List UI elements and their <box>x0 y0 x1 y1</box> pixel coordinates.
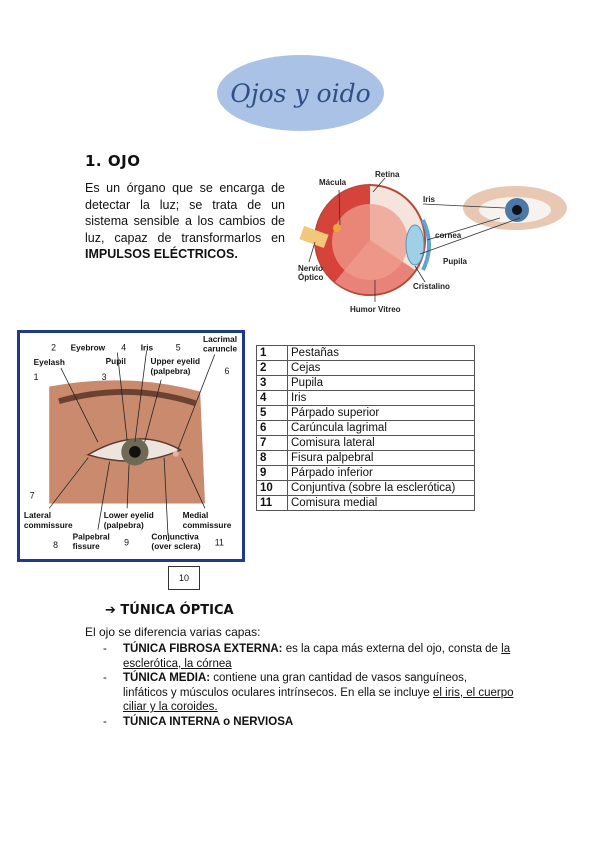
label-conj1: Conjunctiva <box>151 532 199 542</box>
term-number: 1 <box>257 346 288 361</box>
num-6: 6 <box>224 365 230 376</box>
table-row <box>257 451 475 466</box>
term-number: 4 <box>257 391 288 406</box>
label-lower1: Lower eyelid <box>103 511 154 521</box>
page-title: Ojos y oido <box>230 78 371 108</box>
terms-table <box>256 345 475 511</box>
label-cristalino: Cristalino <box>413 282 450 291</box>
term-label: Cejas <box>288 361 475 376</box>
table-row <box>257 406 475 421</box>
tunica-lead: El ojo se diferencia varias capas: <box>85 625 261 639</box>
table-row <box>257 346 475 361</box>
label-lower2: (palpebra) <box>103 520 144 530</box>
num-9: 9 <box>124 537 130 548</box>
term-label: Pestañas <box>288 346 475 361</box>
num-2: 2 <box>51 342 57 353</box>
table-row <box>257 436 475 451</box>
tunica-heading: ➔ TÚNICA ÓPTICA <box>105 603 234 618</box>
term-label: Párpado inferior <box>288 466 475 481</box>
label-caruncle: caruncle <box>203 344 238 354</box>
label-medial2: commissure <box>182 520 232 530</box>
intro-bold: IMPULSOS ELÉCTRICOS. <box>85 247 238 261</box>
table-row <box>257 391 475 406</box>
num-4: 4 <box>121 342 127 353</box>
num-8: 8 <box>53 540 58 551</box>
label-humor-vitreo: Humor Vitreo <box>350 305 401 314</box>
label-conj2: (over sclera) <box>151 542 201 552</box>
label-pupila: Pupila <box>443 257 468 266</box>
term-label: Párpado superior <box>288 406 475 421</box>
eye-photo-diagram <box>17 330 245 562</box>
table-row <box>257 361 475 376</box>
term-label: Comisura lateral <box>288 436 475 451</box>
num-5: 5 <box>175 342 181 353</box>
label-medial1: Medial <box>182 511 209 521</box>
label-upper2: (palpebra) <box>150 366 191 376</box>
label-cornea: cornea <box>435 231 462 240</box>
label-pupil: Pupil <box>105 357 126 367</box>
label-eyebrow: Eyebrow <box>70 343 106 353</box>
label-iris-en: Iris <box>140 343 154 353</box>
photo-pupil <box>512 205 522 215</box>
caruncle-shape <box>173 451 179 457</box>
label-retina: Retina <box>375 170 400 179</box>
section-heading-ojo: 1. OJO <box>85 152 141 170</box>
term-label: Conjuntiva (sobre la esclerótica) <box>288 481 475 496</box>
label-iris: Iris <box>423 195 436 204</box>
tunica-list <box>103 642 515 729</box>
table-row <box>257 376 475 391</box>
num-11: 11 <box>214 537 224 548</box>
num-3: 3 <box>101 371 107 382</box>
box-10: 10 <box>168 566 200 590</box>
term-number: 3 <box>257 376 288 391</box>
term-number: 7 <box>257 436 288 451</box>
term-label: Comisura medial <box>288 496 475 511</box>
label-lateral2: commissure <box>23 520 73 530</box>
label-optico: Óptico <box>298 273 324 282</box>
title-oval <box>217 55 384 131</box>
label-lacrimal: Lacrimal <box>203 334 238 344</box>
label-macula: Mácula <box>319 178 347 187</box>
term-number: 8 <box>257 451 288 466</box>
intro-text: Es un órgano que se encarga de detectar la luz; se trata de un sistema sensible a los cambios de luz, capaz de transformarlos en <box>85 181 285 245</box>
label-lateral1: Lateral <box>23 511 52 521</box>
pupil-shape <box>129 446 141 458</box>
label-nervio: Nervio <box>298 264 323 273</box>
intro-paragraph <box>85 180 285 263</box>
table-row <box>257 481 475 496</box>
term-number: 9 <box>257 466 288 481</box>
lens <box>406 225 424 265</box>
macula-spot <box>333 224 341 232</box>
term-number: 2 <box>257 361 288 376</box>
term-number: 5 <box>257 406 288 421</box>
term-label: Carúncula lagrimal <box>288 421 475 436</box>
list-item: - TÚNICA INTERNA o NERVIOSA <box>103 715 515 730</box>
list-item: - TÚNICA FIBROSA EXTERNA: es la capa más externa del ojo, consta de la esclerótica, la córnea <box>103 642 515 671</box>
list-item: - TÚNICA MEDIA: contiene una gran cantidad de vasos sanguíneos, linfáticos y músculos oculares intrínsecos. En ella se incluye el iris, el cuerpo ciliar y la coroides. <box>103 671 515 715</box>
term-label: Fisura palpebral <box>288 451 475 466</box>
vitreous-body <box>332 204 408 280</box>
term-label: Pupila <box>288 376 475 391</box>
table-row <box>257 421 475 436</box>
term-number: 10 <box>257 481 288 496</box>
num-1: 1 <box>33 371 39 382</box>
num-7: 7 <box>29 490 35 501</box>
label-eyelash: Eyelash <box>33 358 65 368</box>
label-palpebral2: fissure <box>72 542 100 552</box>
table-row <box>257 466 475 481</box>
table-row <box>257 496 475 511</box>
eye-cross-section-diagram <box>295 170 570 315</box>
label-upper1: Upper eyelid <box>150 357 201 367</box>
term-label: Iris <box>288 391 475 406</box>
term-number: 6 <box>257 421 288 436</box>
label-palpebral1: Palpebral <box>72 532 110 542</box>
term-number: 11 <box>257 496 288 511</box>
